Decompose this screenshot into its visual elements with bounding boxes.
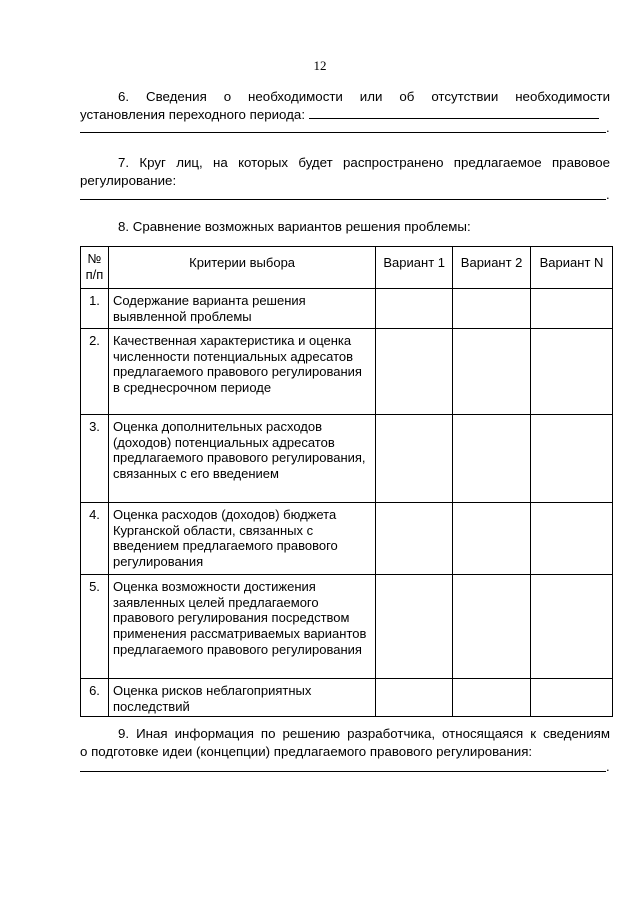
table-row xyxy=(81,415,613,503)
table-row xyxy=(81,329,613,415)
row-criterion: Оценка возможности достижения заявленных целей предлагаемого правового регулирования посредством применения рассматриваемых вариантов предлагаемого правового регулирования xyxy=(108,575,375,679)
header-variant-n: Вариант N xyxy=(531,247,613,289)
section-6-end-dot: . xyxy=(606,120,610,135)
section-6-blank-line xyxy=(80,132,606,133)
header-variant-1: Вариант 1 xyxy=(376,247,453,289)
row-number: 4. xyxy=(81,503,109,575)
section-6-line-1: 6. Сведения о необходимости или об отсутствии необходимости xyxy=(118,89,610,104)
row-number: 3. xyxy=(81,415,109,503)
variant-1-cell xyxy=(376,415,453,503)
comparison-table xyxy=(80,246,613,717)
variant-2-cell xyxy=(453,679,531,717)
variant-n-cell xyxy=(531,575,613,679)
variant-1-cell xyxy=(376,503,453,575)
section-9-end-dot: . xyxy=(606,759,610,774)
variant-1-cell xyxy=(376,329,453,415)
section-7-blank-line xyxy=(80,199,606,200)
row-criterion: Содержание варианта решения выявленной проблемы xyxy=(108,289,375,329)
section-7-end-dot: . xyxy=(606,187,610,202)
page-number: 12 xyxy=(313,58,327,73)
variant-2-cell xyxy=(453,289,531,329)
section-6-line-2: установления переходного периода: xyxy=(80,107,306,122)
row-number: 1. xyxy=(81,289,109,329)
variant-n-cell xyxy=(531,329,613,415)
variant-n-cell xyxy=(531,679,613,717)
variant-1-cell xyxy=(376,679,453,717)
row-number: 6. xyxy=(81,679,109,717)
variant-n-cell xyxy=(531,415,613,503)
variant-n-cell xyxy=(531,289,613,329)
row-criterion: Оценка дополнительных расходов (доходов) потенциальных адресатов предлагаемого правового регулирования, связанных с его введением xyxy=(108,415,375,503)
section-7-line-2: регулирование: xyxy=(80,173,177,188)
section-9-line-2: о подготовке идеи (концепции) предлагаемого правового регулирования: xyxy=(80,744,533,759)
variant-1-cell xyxy=(376,575,453,679)
header-criteria: Критерии выбора xyxy=(108,247,375,289)
row-number: 2. xyxy=(81,329,109,415)
section-6-line-2-wrap xyxy=(80,106,610,124)
header-variant-2: Вариант 2 xyxy=(453,247,531,289)
variant-2-cell xyxy=(453,575,531,679)
variant-2-cell xyxy=(453,329,531,415)
row-criterion: Оценка расходов (доходов) бюджета Курганской области, связанных с введением предлагаемого правового регулирования xyxy=(108,503,375,575)
section-9-blank-line xyxy=(80,771,606,772)
variant-1-cell xyxy=(376,289,453,329)
section-7-line-1: 7. Круг лиц, на которых будет распространено предлагаемое правовое xyxy=(118,155,610,170)
row-number: 5. xyxy=(81,575,109,679)
section-9-line-1: 9. Иная информация по решению разработчика, относящаяся к сведениям xyxy=(118,726,610,741)
variant-n-cell xyxy=(531,503,613,575)
table-row xyxy=(81,575,613,679)
row-criterion: Оценка рисков неблагоприятных последствий xyxy=(108,679,375,717)
table-row xyxy=(81,289,613,329)
table-header-row xyxy=(81,247,613,289)
section-6-fill-line xyxy=(309,106,599,119)
row-criterion: Качественная характеристика и оценка численности потенциальных адресатов предлагаемого правового регулирования в среднесрочном периоде xyxy=(108,329,375,415)
table-row xyxy=(81,679,613,717)
header-number: № п/п xyxy=(81,247,109,289)
variant-2-cell xyxy=(453,503,531,575)
table-row xyxy=(81,503,613,575)
section-8-heading: 8. Сравнение возможных вариантов решения проблемы: xyxy=(118,219,471,234)
variant-2-cell xyxy=(453,415,531,503)
